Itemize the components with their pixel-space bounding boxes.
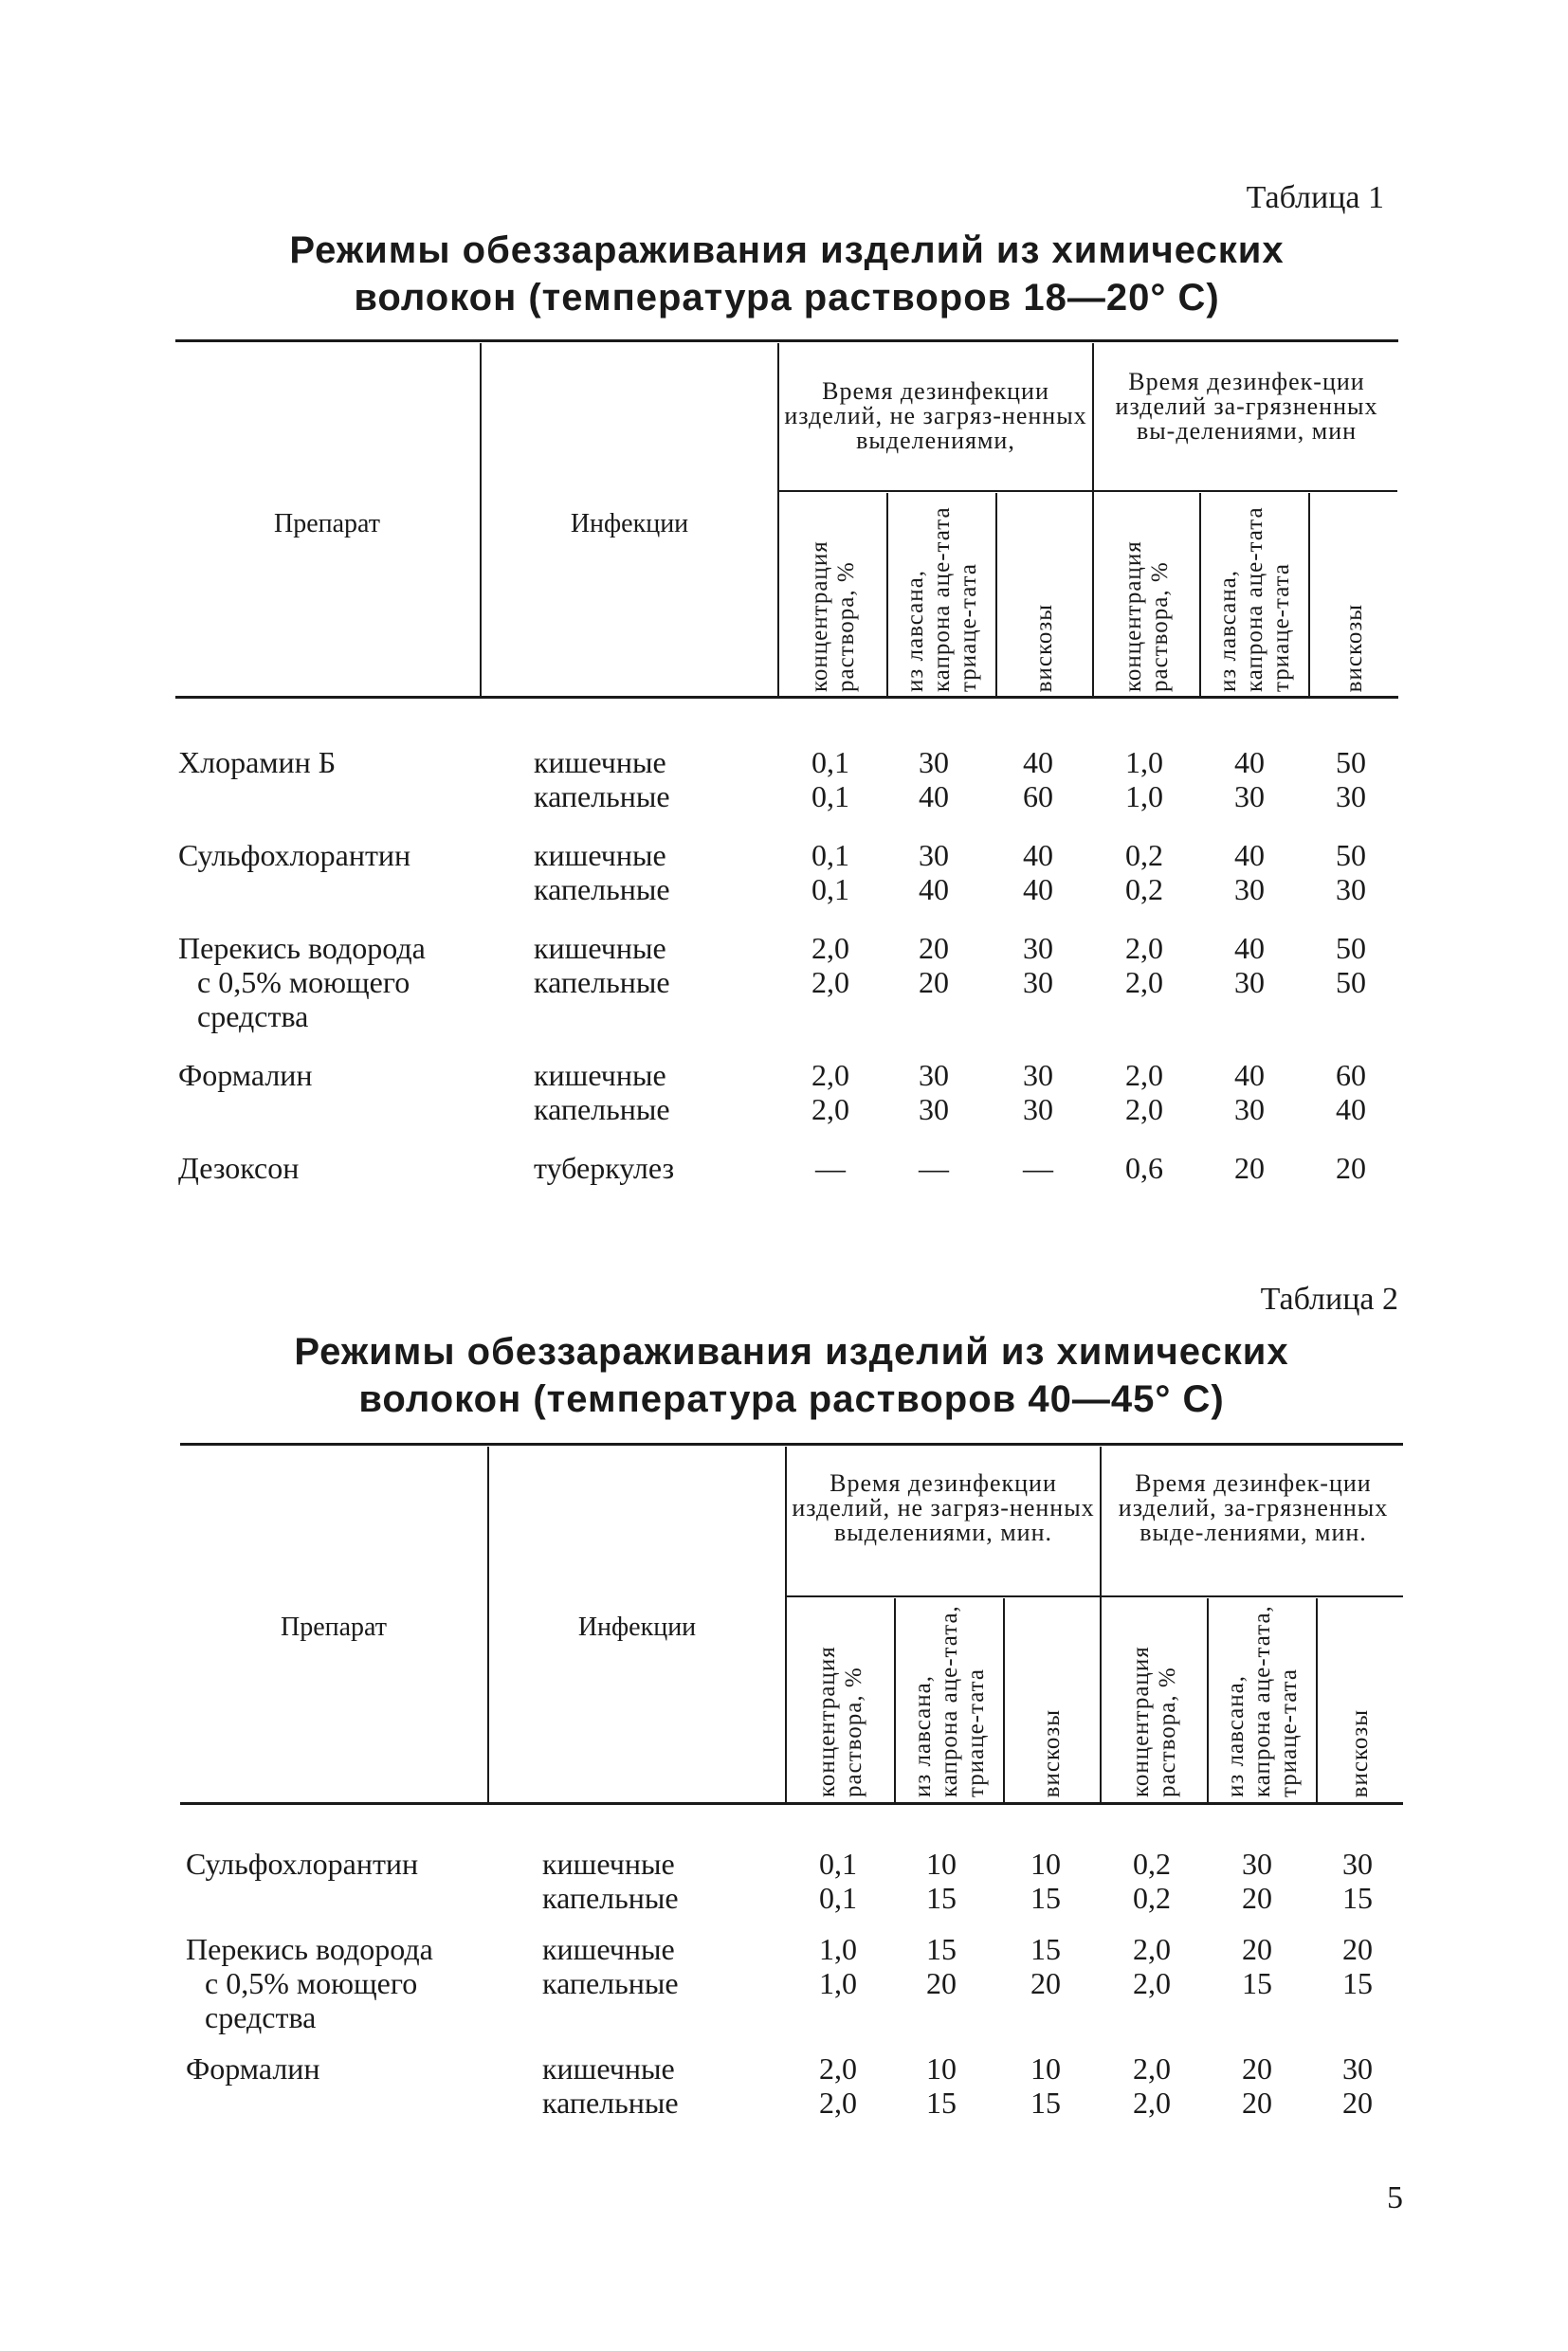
table-value: 30 xyxy=(919,745,949,779)
infection-type: кишечные xyxy=(542,1847,675,1881)
table-value: 15 xyxy=(1242,1966,1272,2000)
infection-type: капельные xyxy=(534,779,670,813)
table-value: 50 xyxy=(1336,745,1366,779)
table-value: 30 xyxy=(919,838,949,872)
preparat-name: средства xyxy=(205,2000,317,2034)
table-value: 40 xyxy=(919,872,949,906)
table1-group-rule xyxy=(779,490,1092,492)
table-value: 40 xyxy=(1234,931,1265,965)
table-value: 0,1 xyxy=(811,838,849,872)
infection-type: кишечные xyxy=(542,2051,675,2086)
table-value: 30 xyxy=(1336,779,1366,813)
table-value: 15 xyxy=(926,1932,957,1966)
table-value: 2,0 xyxy=(811,1058,849,1092)
preparat-name: Сульфохлорантин xyxy=(186,1847,419,1881)
table-value: 2,0 xyxy=(1125,965,1163,999)
table-value: 1,0 xyxy=(1125,745,1163,779)
table1-caption: Таблица 1 xyxy=(1246,180,1384,215)
table1-title-line1: Режимы обеззараживания изделий из химических xyxy=(289,229,1285,271)
infection-type: капельные xyxy=(534,872,670,906)
infection-type: кишечные xyxy=(542,1932,675,1966)
table1-top-rule xyxy=(175,339,1398,342)
table-value: 30 xyxy=(919,1058,949,1092)
table-value: 2,0 xyxy=(819,2051,857,2086)
table2-title-line1: Режимы обеззараживания изделий из химических xyxy=(294,1331,1289,1373)
table-value: 50 xyxy=(1336,838,1366,872)
table2-subheader-viscose: вискозы xyxy=(1039,1708,1065,1797)
infection-type: кишечные xyxy=(534,931,666,965)
table-value: 10 xyxy=(926,1847,957,1881)
preparat-name: Хлорамин Б xyxy=(178,745,337,779)
table-value: 2,0 xyxy=(1125,931,1163,965)
table-value: 0,2 xyxy=(1125,872,1163,906)
table-value: 30 xyxy=(1242,1847,1272,1881)
table-value: 40 xyxy=(1234,838,1265,872)
table-value: 30 xyxy=(919,1092,949,1126)
infection-type: кишечные xyxy=(534,1058,666,1092)
table-value: 40 xyxy=(1234,1058,1265,1092)
table-value: 2,0 xyxy=(1133,2051,1171,2086)
infection-type: кишечные xyxy=(534,745,666,779)
table2-group-rule xyxy=(787,1595,1100,1597)
preparat-name: Сульфохлорантин xyxy=(178,838,411,872)
table-value: 2,0 xyxy=(1125,1058,1163,1092)
table-value: 30 xyxy=(1342,2051,1373,2086)
table1-subheader-concentration: концентрация раствора, % xyxy=(806,540,859,692)
table2-subheader-concentration: концентрация раствора, % xyxy=(1127,1646,1180,1797)
table-value: 0,6 xyxy=(1125,1151,1163,1185)
table-value: 2,0 xyxy=(811,965,849,999)
infection-type: капельные xyxy=(534,1092,670,1126)
table-value: 30 xyxy=(1336,872,1366,906)
table-value: 15 xyxy=(1342,1966,1373,2000)
table1-header-preparat: Препарат xyxy=(274,509,380,538)
table2-header-infections: Инфекции xyxy=(577,1613,697,1642)
table2-subheader-lavsan: из лавсана, капрона аце-тата, триаце-тата xyxy=(1222,1605,1302,1797)
table-value: 40 xyxy=(919,779,949,813)
page-number: 5 xyxy=(1387,2180,1403,2215)
preparat-name: Перекись водорода xyxy=(186,1932,433,1966)
table-value: 2,0 xyxy=(811,931,849,965)
table-value: 60 xyxy=(1023,779,1053,813)
table-value: 2,0 xyxy=(1133,1932,1171,1966)
infection-type: капельные xyxy=(542,2086,679,2120)
table-value: 60 xyxy=(1336,1058,1366,1092)
preparat-name: Формалин xyxy=(178,1058,313,1092)
table2-subheader-concentration: концентрация раствора, % xyxy=(813,1646,866,1797)
table-value: 0,1 xyxy=(819,1847,857,1881)
table-value: 20 xyxy=(1242,2051,1272,2086)
table-value: 30 xyxy=(1023,965,1053,999)
table-value: 30 xyxy=(1023,1058,1053,1092)
table1-header-group2: Время дезинфек-ции изделий за-грязненных вы-делениями, мин xyxy=(1115,368,1378,445)
table2-subheader-viscose: вискозы xyxy=(1347,1708,1373,1797)
preparat-name: Формалин xyxy=(186,2051,320,2086)
table-value: 0,2 xyxy=(1125,838,1163,872)
table-value: 30 xyxy=(1023,931,1053,965)
table-value: 50 xyxy=(1336,965,1366,999)
table-value: 15 xyxy=(1342,1881,1373,1915)
table2-group-rule xyxy=(1102,1595,1403,1597)
infection-type: туберкулез xyxy=(534,1151,675,1185)
table2-title-line2: волокон (температура растворов 40—45° С) xyxy=(358,1378,1225,1420)
table-value: — xyxy=(815,1151,846,1185)
table-value: 2,0 xyxy=(1125,1092,1163,1126)
table-value: 0,1 xyxy=(811,779,849,813)
table-value: 20 xyxy=(1342,1932,1373,1966)
table-value: 1,0 xyxy=(819,1966,857,2000)
table2-top-rule xyxy=(180,1443,1403,1446)
table-value: 20 xyxy=(1242,1932,1272,1966)
table-value: 50 xyxy=(1336,931,1366,965)
table1-subheader-lavsan: из лавсана, капрона аце-тата триаце-тата xyxy=(1214,506,1294,692)
infection-type: капельные xyxy=(542,1966,679,2000)
table1-subheader-concentration: концентрация раствора, % xyxy=(1120,540,1173,692)
table2-header-group1: Время дезинфекции изделий, не загряз-ненных выделениями, мин. xyxy=(792,1469,1095,1546)
table-value: 40 xyxy=(1336,1092,1366,1126)
table-value: 20 xyxy=(926,1966,957,2000)
preparat-name: с 0,5% моющего xyxy=(197,965,410,999)
table-value: 0,1 xyxy=(811,872,849,906)
table2-header-group2: Время дезинфек-ции изделий, за-грязненных выде-лениями, мин. xyxy=(1118,1469,1389,1546)
table-value: 40 xyxy=(1023,838,1053,872)
table-value: 20 xyxy=(1336,1151,1366,1185)
table-value: 30 xyxy=(1234,1092,1265,1126)
table1-header-group1: Время дезинфекции изделий, не загряз-ненных выделениями, xyxy=(784,377,1087,454)
table-value: 20 xyxy=(1030,1966,1061,2000)
table1-group-rule xyxy=(1094,490,1397,492)
table-value: 2,0 xyxy=(811,1092,849,1126)
table-value: 20 xyxy=(1342,2086,1373,2120)
table-value: 40 xyxy=(1023,872,1053,906)
table1-title-line2: волокон (температура растворов 18—20° С) xyxy=(354,277,1220,319)
table-value: 2,0 xyxy=(1133,1966,1171,2000)
table-value: 15 xyxy=(1030,1932,1061,1966)
table-value: 30 xyxy=(1234,965,1265,999)
table2-caption: Таблица 2 xyxy=(1260,1282,1398,1317)
table2-subheader-lavsan: из лавсана, капрона аце-тата, триаце-тата xyxy=(909,1605,989,1797)
table2-header-preparat: Препарат xyxy=(281,1613,387,1642)
table-value: 20 xyxy=(1242,1881,1272,1915)
table-value: — xyxy=(919,1151,949,1185)
table-value: 15 xyxy=(1030,1881,1061,1915)
table-value: — xyxy=(1023,1151,1053,1185)
table-value: 0,1 xyxy=(819,1881,857,1915)
table-value: 15 xyxy=(926,1881,957,1915)
table-value: 20 xyxy=(919,965,949,999)
table-value: 20 xyxy=(1234,1151,1265,1185)
table-value: 0,2 xyxy=(1133,1847,1171,1881)
table-value: 1,0 xyxy=(1125,779,1163,813)
table-value: 30 xyxy=(1023,1092,1053,1126)
table-value: 30 xyxy=(1234,872,1265,906)
table1-header-infections: Инфекции xyxy=(570,509,689,538)
table-value: 30 xyxy=(1234,779,1265,813)
table1-subheader-viscose: вискозы xyxy=(1340,603,1367,692)
table-value: 2,0 xyxy=(1133,2086,1171,2120)
table-value: 30 xyxy=(1342,1847,1373,1881)
preparat-name: Перекись водорода xyxy=(178,931,426,965)
table-value: 0,1 xyxy=(811,745,849,779)
infection-type: кишечные xyxy=(534,838,666,872)
table-value: 10 xyxy=(1030,1847,1061,1881)
preparat-name: средства xyxy=(197,999,309,1033)
table-value: 15 xyxy=(1030,2086,1061,2120)
infection-type: капельные xyxy=(534,965,670,999)
table-value: 40 xyxy=(1023,745,1053,779)
table1-header-rule xyxy=(175,696,1398,699)
infection-type: капельные xyxy=(542,1881,679,1915)
table1-subheader-viscose: вискозы xyxy=(1031,603,1057,692)
table-value: 2,0 xyxy=(819,2086,857,2120)
table-value: 20 xyxy=(1242,2086,1272,2120)
table2-header-rule xyxy=(180,1802,1403,1805)
table-value: 40 xyxy=(1234,745,1265,779)
table-value: 15 xyxy=(926,2086,957,2120)
table1-subheader-lavsan: из лавсана, капрона аце-тата триаце-тата xyxy=(902,506,981,692)
table-value: 10 xyxy=(1030,2051,1061,2086)
table-value: 0,2 xyxy=(1133,1881,1171,1915)
preparat-name: Дезоксон xyxy=(178,1151,300,1185)
table-value: 10 xyxy=(926,2051,957,2086)
preparat-name: с 0,5% моющего xyxy=(205,1966,418,2000)
table-value: 20 xyxy=(919,931,949,965)
table-value: 1,0 xyxy=(819,1932,857,1966)
